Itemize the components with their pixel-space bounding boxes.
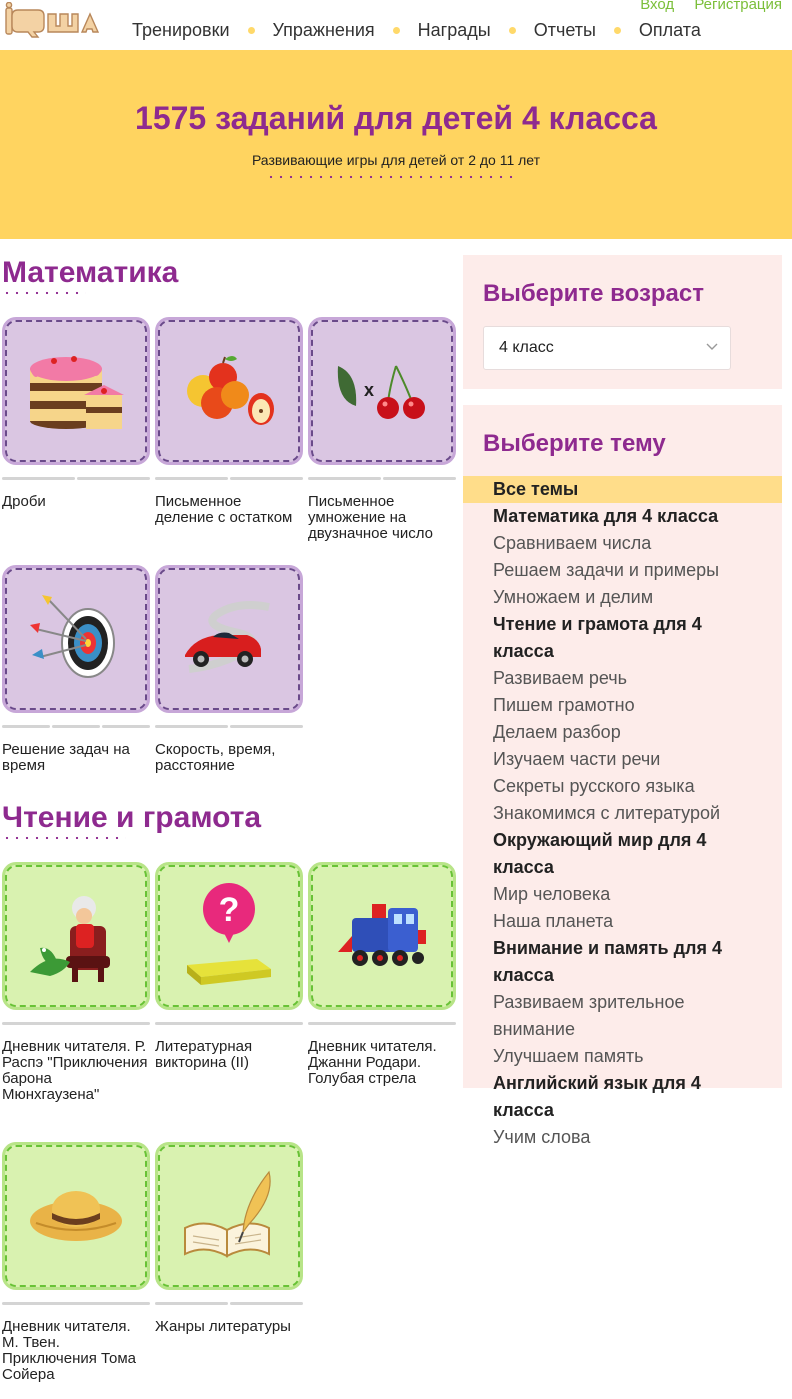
dotted-divider [266,174,516,180]
task-tile[interactable] [2,1142,150,1290]
progress-bars [155,1302,303,1305]
age-select[interactable] [483,326,731,370]
progress-bars [2,725,150,728]
hero-banner [0,50,792,239]
leaf-cherries-icon [332,356,432,426]
topic-item[interactable]: Решаем задачи и примеры [493,560,720,580]
main-nav [132,20,701,41]
topic-item[interactable]: Английский язык для 4 класса [493,1073,701,1120]
task-label[interactable]: Решение задач на время [2,741,130,774]
topic-item[interactable]: Развиваем зрительное внимание [493,992,685,1039]
topic-item[interactable]: Улучшаем память [493,1046,644,1066]
task-tile[interactable] [2,565,150,713]
progress-bars [155,725,303,728]
topic-item[interactable]: Внимание и память для 4 класса [493,938,722,985]
task-card[interactable] [308,317,456,542]
progress-bars [308,477,456,480]
task-tile[interactable] [155,317,303,465]
topic-item[interactable]: Знакомимся с литературой [493,803,721,823]
progress-bars [2,1022,150,1025]
task-label[interactable]: Литературная викторина (II) [155,1038,253,1071]
task-card[interactable] [2,317,150,510]
login-link[interactable]: Вход [640,0,675,13]
logo[interactable] [2,2,102,40]
task-card[interactable] [155,862,303,1071]
task-label[interactable]: Письменное деление с остатком [155,493,293,526]
topic-item[interactable]: Секреты русского языка [493,776,695,796]
task-card[interactable] [2,565,150,774]
topic-item[interactable]: Окружающий мир для 4 класса [493,830,707,877]
straw-hat-icon [26,1181,126,1251]
task-tile[interactable] [2,317,150,465]
progress-bars [2,1302,150,1305]
topic-item[interactable]: Наша планета [493,911,614,931]
page-subtitle: Развивающие игры для детей от 2 до 11 лет [251,152,541,168]
topic-item[interactable]: Мир человека [493,884,611,904]
nav-separator [248,27,255,34]
nav-item-reports[interactable]: Отчеты [533,20,596,40]
progress-bars [155,1022,303,1025]
task-card[interactable] [155,1142,303,1335]
task-card[interactable] [155,565,303,774]
nav-separator [614,27,621,34]
task-tile[interactable] [308,317,456,465]
task-label[interactable]: Дневник читателя. Р. Распэ "Приключения барона Мюнхгаузена" [2,1038,148,1103]
cake-icon [26,345,126,437]
auth-links [624,0,782,13]
nav-separator [393,27,400,34]
section-title-reading: Чтение и грамота [2,801,262,834]
topic-item[interactable]: Развиваем речь [493,668,628,688]
nav-item-trainings[interactable]: Тренировки [132,20,230,40]
progress-bars [155,477,303,480]
race-car-icon [179,599,279,679]
task-label[interactable]: Письменное умножение на двузначное число [308,493,433,542]
nav-item-awards[interactable]: Награды [417,20,491,40]
task-tile[interactable] [155,862,303,1010]
book-quill-icon [179,1168,279,1264]
baron-crocodile-icon [26,886,126,986]
topic-filter-title: Выберите тему [483,430,666,457]
chevron-down-icon [706,340,718,352]
task-label[interactable]: Дневник читателя. М. Твен. Приключения Тома Сойера [2,1318,137,1383]
register-link[interactable]: Регистрация [694,0,782,13]
progress-bars [2,477,150,480]
nav-separator [509,27,516,34]
question-book-icon [179,881,279,991]
page-title: 1575 заданий для детей 4 класса [135,100,657,136]
topic-item[interactable]: Умножаем и делим [493,587,654,607]
topic-item[interactable]: Учим слова [493,1127,591,1147]
task-label[interactable]: Дневник читателя. Джанни Родари. Голубая стрела [308,1038,437,1087]
topic-item[interactable]: Сравниваем числа [493,533,652,553]
task-label[interactable]: Дроби [2,493,46,510]
topic-item[interactable]: Пишем грамотно [493,695,635,715]
task-tile[interactable] [155,565,303,713]
dotted-divider [2,836,126,840]
toy-train-icon [332,896,432,976]
task-label[interactable]: Скорость, время, расстояние [155,741,276,774]
topic-item[interactable]: Математика для 4 класса [493,506,719,526]
dotted-divider [2,291,86,295]
task-card[interactable] [2,1142,150,1383]
svg-text:?: ? [218,891,240,929]
task-tile[interactable] [155,1142,303,1290]
task-card[interactable] [308,862,456,1087]
target-darts-icon [26,591,126,687]
nav-item-exercises[interactable]: Упражнения [272,20,375,40]
topic-item[interactable]: Чтение и грамота для 4 класса [493,614,702,661]
topic-item[interactable]: Изучаем части речи [493,749,661,769]
topic-item[interactable]: Делаем разбор [493,722,621,742]
task-tile[interactable] [2,862,150,1010]
task-tile[interactable] [308,862,456,1010]
age-select-value: 4 класс [499,339,554,356]
apples-icon [179,351,279,431]
top-bar [0,0,792,50]
section-title-math: Математика [2,256,179,289]
svg-text:x: x [364,380,375,400]
topic-list [463,476,782,1151]
topic-filter-panel [463,405,782,1147]
task-label[interactable]: Жанры литературы [155,1318,291,1335]
task-card[interactable] [155,317,303,526]
progress-bars [308,1022,456,1025]
task-card[interactable] [2,862,150,1103]
nav-item-payment[interactable]: Оплата [638,20,701,40]
topic-item[interactable]: Все темы [463,476,782,503]
age-filter-title: Выберите возраст [483,280,705,307]
age-filter-panel [463,255,782,389]
